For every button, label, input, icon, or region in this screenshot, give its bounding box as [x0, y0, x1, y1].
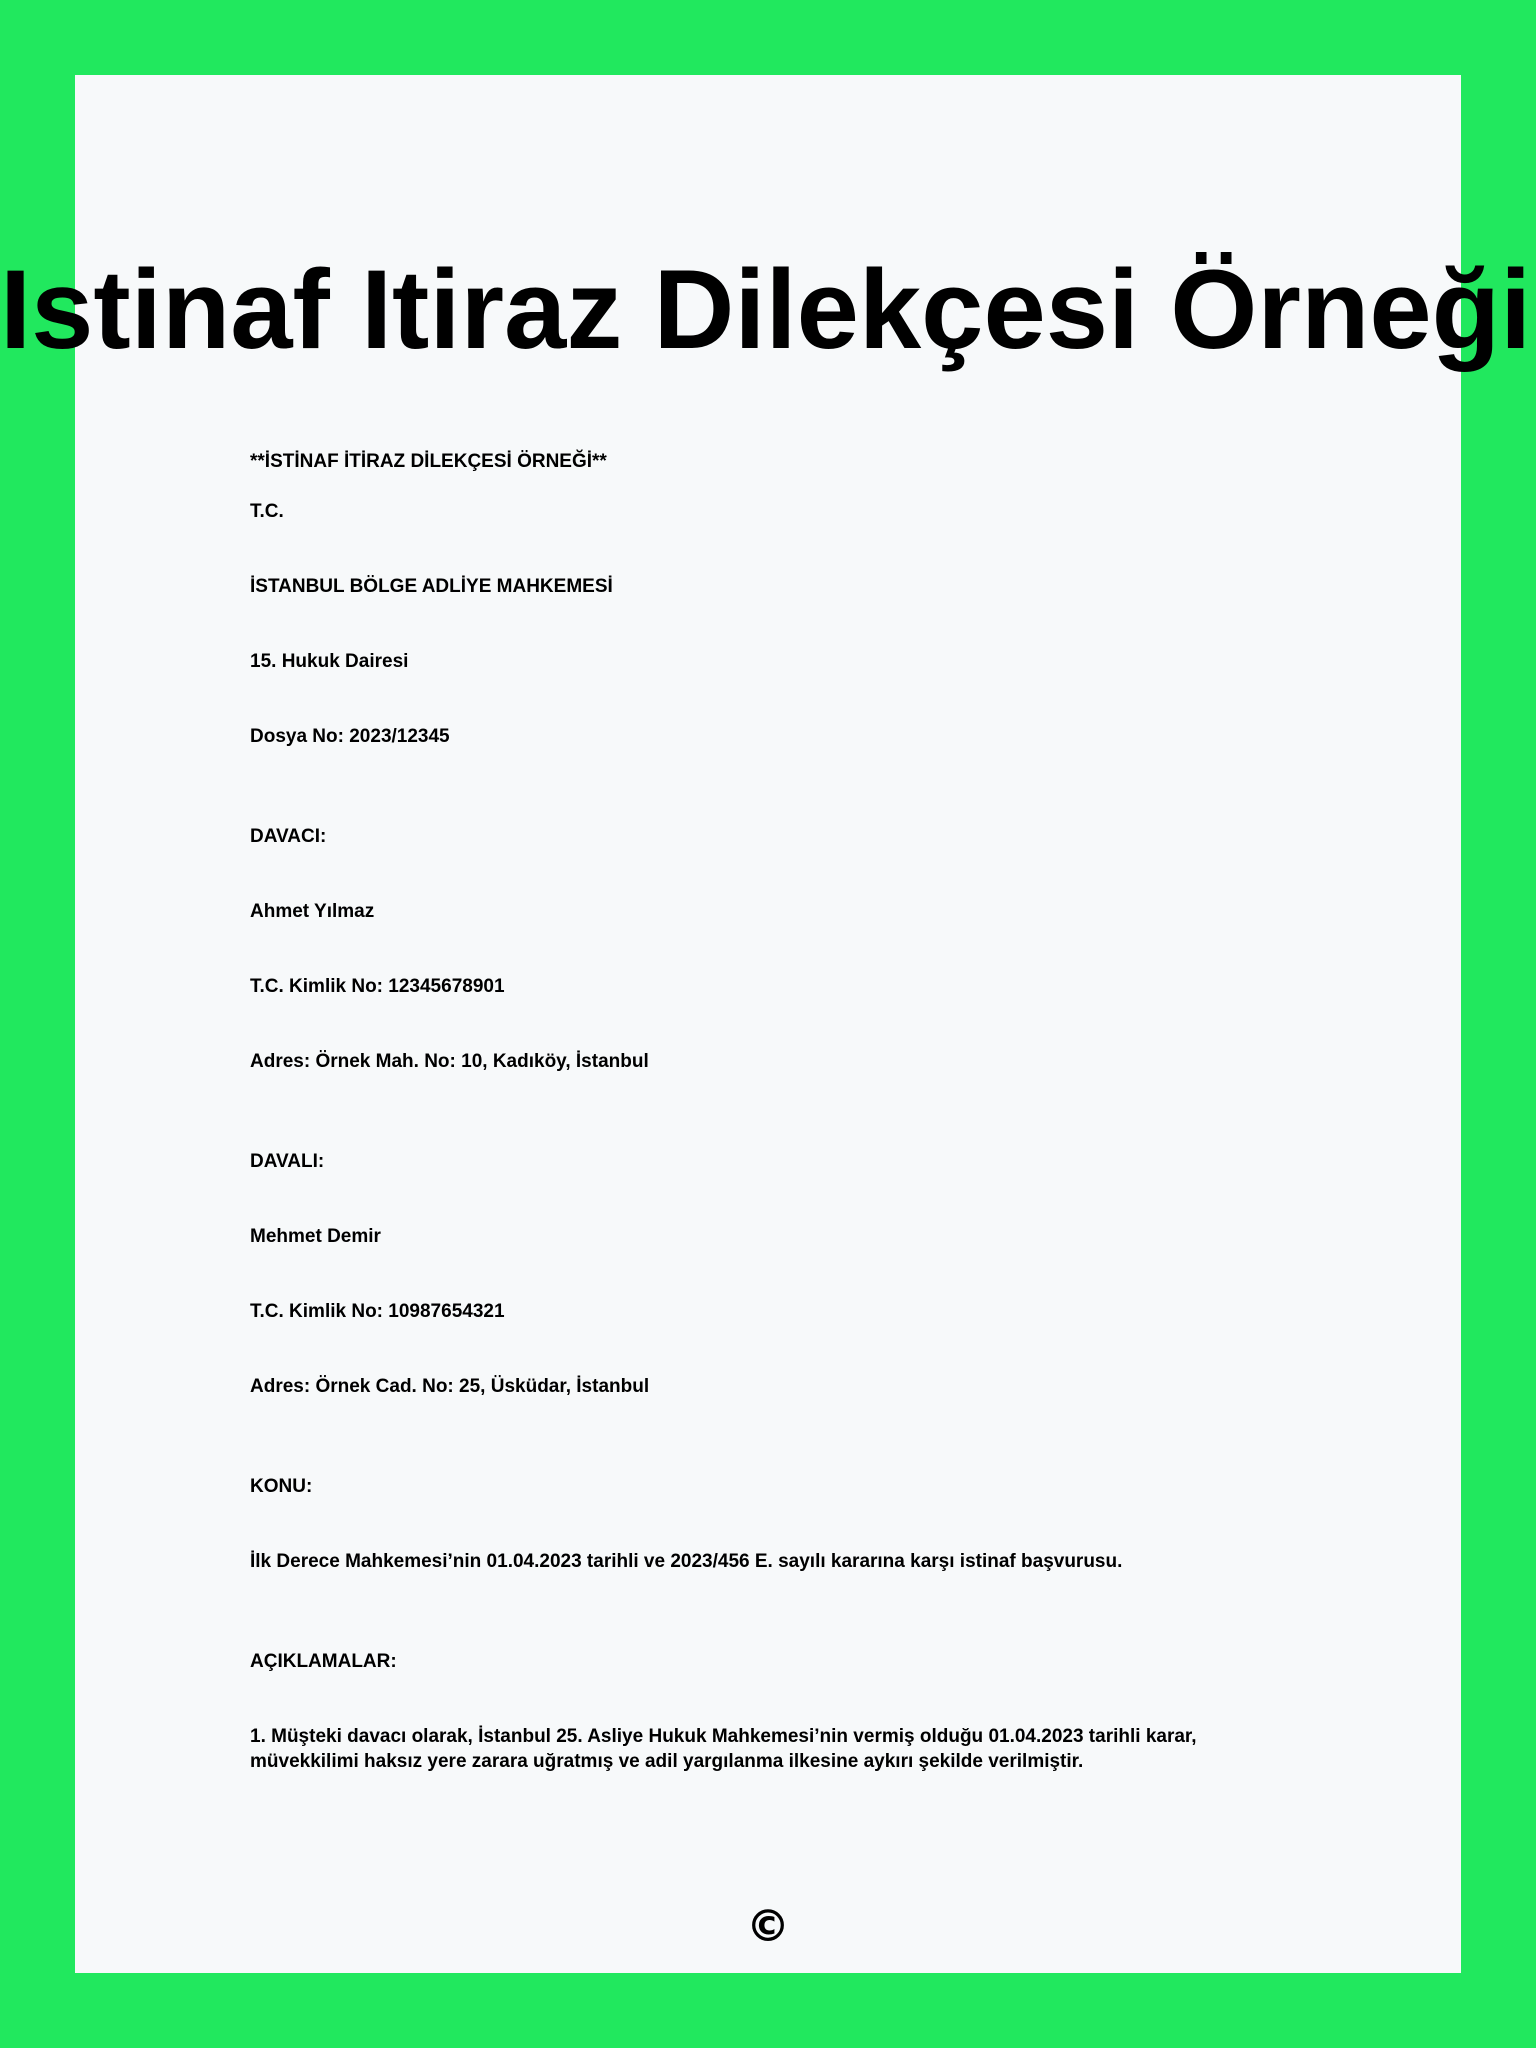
- court-name: İSTANBUL BÖLGE ADLİYE MAHKEMESİ: [250, 576, 613, 597]
- copyright-icon: ©: [746, 1901, 790, 1952]
- subject-label: KONU:: [250, 1476, 313, 1497]
- defendant-id: T.C. Kimlik No: 10987654321: [250, 1301, 505, 1322]
- plaintiff-label: DAVACI:: [250, 826, 327, 847]
- defendant-name: Mehmet Demir: [250, 1226, 381, 1247]
- document-heading: **İSTİNAF İTİRAZ DİLEKÇESİ ÖRNEĞİ**: [250, 451, 607, 472]
- court-country: T.C.: [250, 501, 284, 522]
- subject-text: İlk Derece Mahkemesi’nin 01.04.2023 tarihli ve 2023/456 E. sayılı kararına karşı istinaf başvurusu.: [250, 1551, 1123, 1572]
- explanation-item-1: 1. Müşteki davacı olarak, İstanbul 25. Asliye Hukuk Mahkemesi’nin vermiş olduğu 01.04.2023 tarihli karar, müvekkilimi haksız yere zarara uğratmış ve adil yargılanma ilkesine aykırı şekilde verilmiştir.: [250, 1726, 1197, 1772]
- plaintiff-name: Ahmet Yılmaz: [250, 901, 375, 922]
- court-chamber: 15. Hukuk Dairesi: [250, 651, 409, 672]
- defendant-address: Adres: Örnek Cad. No: 25, Üsküdar, İstanbul: [250, 1376, 650, 1397]
- file-number: Dosya No: 2023/12345: [250, 726, 450, 747]
- explanations-label: AÇIKLAMALAR:: [250, 1651, 397, 1672]
- plaintiff-address: Adres: Örnek Mah. No: 10, Kadıköy, İstanbul: [250, 1051, 649, 1072]
- plaintiff-id: T.C. Kimlik No: 12345678901: [250, 976, 505, 997]
- document-title: Istinaf Itiraz Dilekçesi Örneği: [0, 247, 1532, 372]
- defendant-label: DAVALI:: [250, 1151, 325, 1172]
